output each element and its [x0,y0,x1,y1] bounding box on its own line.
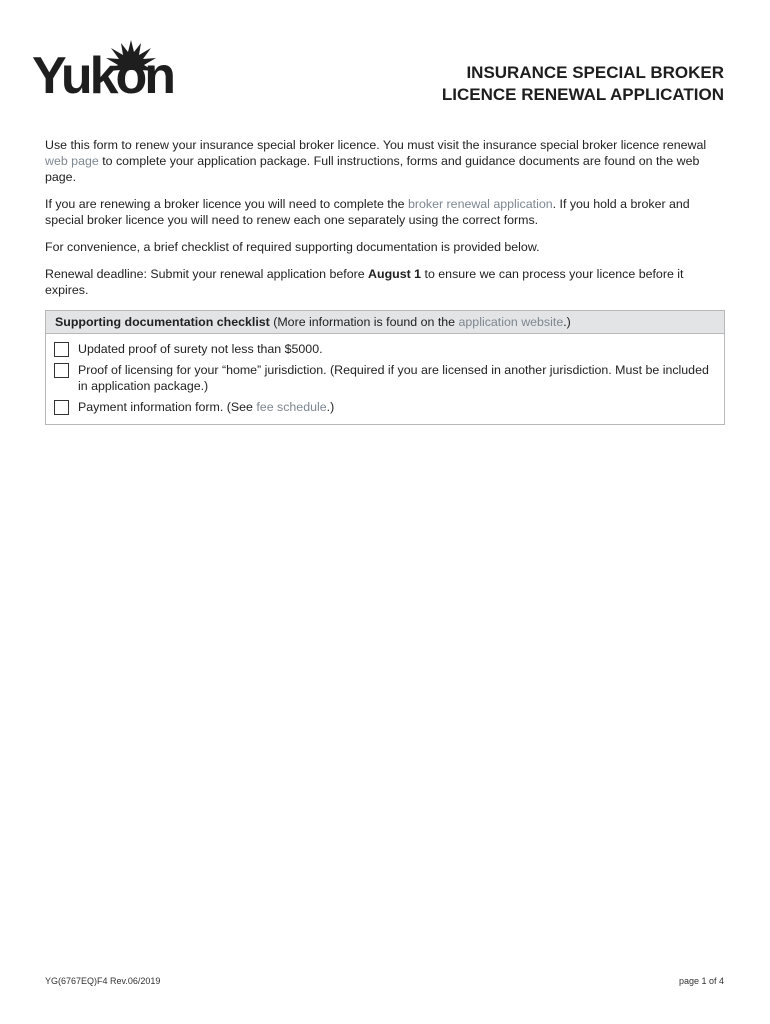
checklist-header [46,311,724,334]
checklist-item-label: Updated proof of surety not less than $5000. [78,342,323,356]
checklist-body [46,334,724,424]
checklist-header-text: (More information is found on the [269,315,459,329]
checklist-item-payment [53,399,716,415]
intro-text: Use this form to renew your insurance special broker licence. You must visit the insurance special broker licence renewal [45,138,707,152]
checklist-header-text: .) [563,315,571,329]
page-number: page 1 of 4 [678,976,724,986]
title-line-2: LICENCE RENEWAL APPLICATION [441,85,724,104]
intro-text: to complete your application package. Full instructions, forms and guidance documents are found on the web page. [45,154,700,184]
checklist-item-label: .) [326,400,335,414]
payment-checkbox[interactable] [54,400,69,415]
yukon-logo [32,40,172,104]
fee-schedule-link[interactable]: fee schedule [256,400,327,414]
title-line-1: INSURANCE SPECIAL BROKER [466,63,724,82]
intro-paragraph-4 [45,266,727,298]
intro-text: If you are renewing a broker licence you will need to complete the [45,197,408,211]
intro-paragraph-3: For convenience, a brief checklist of required supporting documentation is provided below. [45,240,540,254]
web-page-link[interactable]: web page [45,154,99,168]
checklist-title: Supporting documentation checklist [55,315,270,329]
surety-checkbox[interactable] [54,342,69,357]
broker-renewal-application-link[interactable]: broker renewal application [407,197,553,211]
checklist-item-surety [53,341,716,357]
intro-paragraph-2 [45,196,727,228]
supporting-documentation-checklist [45,310,725,425]
page-title [442,62,724,106]
logo-wordmark: Yukon [32,47,174,105]
checklist-item-label: Proof of licensing for your “home” jurisdiction. (Required if you are licensed in another jurisdiction. Must be included in application package.) [78,363,709,393]
form-code: YG(6767EQ)F4 Rev.06/2019 [45,976,161,986]
application-website-link[interactable]: application website [458,315,564,329]
home-licensing-checkbox[interactable] [54,363,69,378]
intro-section [45,137,727,309]
intro-text: . If you hold a broker and special broker licence you will need to renew each one separately using the correct forms. [45,197,690,227]
intro-text: Renewal deadline: Submit your renewal application before [45,267,369,281]
intro-paragraph-1 [45,137,727,185]
deadline-date: August 1 [368,267,422,281]
checklist-item-home-licensing [53,362,716,394]
checklist-item-label: Payment information form. (See [78,400,257,414]
intro-text: to ensure we can process your licence before it expires. [45,267,684,297]
